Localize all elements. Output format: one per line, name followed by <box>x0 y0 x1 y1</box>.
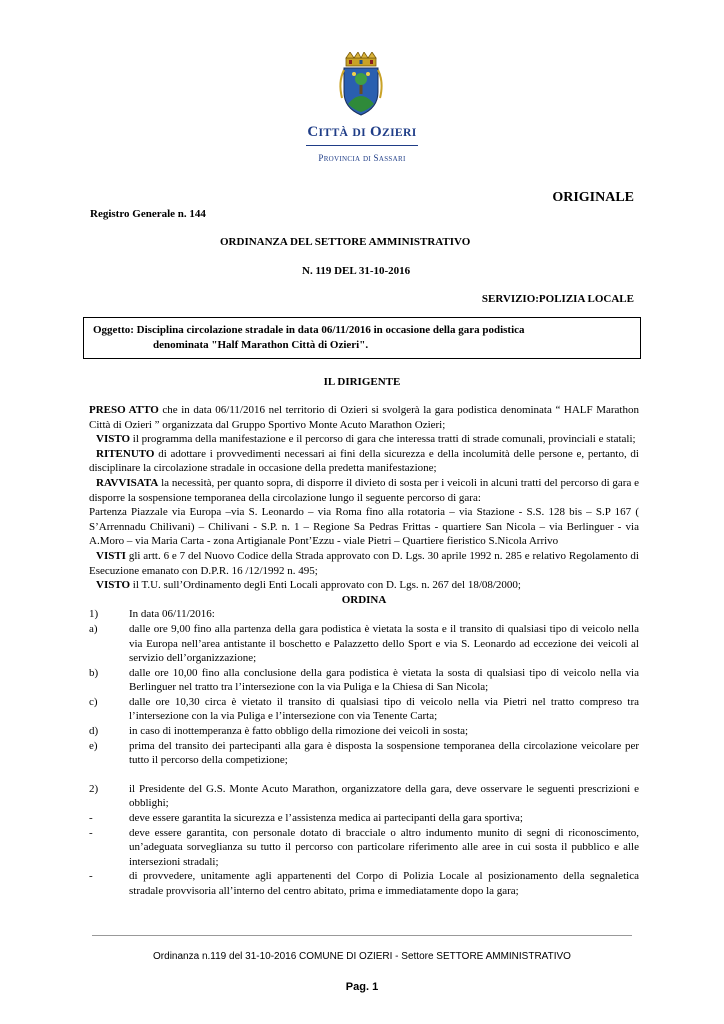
list-item: a) dalle ore 9,00 fino alla partenza della gara podistica è vietata la sosta e il transito di qualsiasi tipo di veicolo nella via Europa nell’area antistante il boschetto e Palazzetto dello Sport e via S. Leonardo ad eccezione dei veicoli al servizio dell’organizzazione; <box>89 622 639 665</box>
list-item: 1) In data 06/11/2016: <box>89 608 215 621</box>
list-item: - di provvedere, unitamente agli appartenenti del Corpo di Polizia Locale al posizionamento della segnaletica stradale provvisoria all’interno del centro abitato, prima e immediatamente dopo la gara; <box>89 870 639 897</box>
paragraph-preso-atto: PRESO ATTO che in data 06/11/2016 nel territorio di Ozieri si svolgerà la gara podistica denominata “ HALF Marathon Città di Ozieri ” organizzata dal Gruppo Sportivo Monte Acuto Marathon Ozieri; <box>89 404 639 431</box>
title-divider <box>306 145 418 146</box>
list-item: e) prima del transito dei partecipanti alla gara è disposta la sospensione temporanea della circolazione veicolare per tutto il percorso della competizione; <box>89 739 639 767</box>
footer-divider <box>92 935 632 936</box>
list-item: - deve essere garantita, con personale dotato di bracciale o altro indumento munito di segni di riconoscimento, un’adeguata sorveglianza su tutto il percorso con particolare riferimento alle aree in cui sosta il pubblico e alle intersezioni stradali; <box>89 826 639 868</box>
list-item: - deve essere garantita la sicurezza e l’assistenza medica ai partecipanti della gara sportiva; <box>89 812 523 825</box>
list-item: b) dalle ore 10,00 fino alla conclusione della gara podistica è vietata la sosta di qualsiasi tipo di veicolo nella via Berlinguer nel tratto tra l’intersezione con la via Puliga e la Chiesa di San Nicola; <box>89 666 639 694</box>
list-item: 2) il Presidente del G.S. Monte Acuto Marathon, organizzatore della gara, deve osservare le seguenti prescrizioni e obblighi; <box>89 782 639 810</box>
coat-of-arms-icon <box>336 52 386 118</box>
list-item: d) in caso di inottemperanza è fatto obbligo della rimozione dei veicoli in sosta; <box>89 725 469 738</box>
subject-line-1: Oggetto: Disciplina circolazione stradale in data 06/11/2016 in occasione della gara podistica <box>93 324 525 336</box>
province-subtitle: PROVINCIA DI SASSARI <box>318 153 406 163</box>
original-label: ORIGINALE <box>552 190 634 205</box>
ordinance-number: N. 119 DEL 31-10-2016 <box>302 265 411 277</box>
registry-number: Registro Generale n. 144 <box>90 208 206 220</box>
ordinance-title: ORDINANZA DEL SETTORE AMMINISTRATIVO <box>220 236 471 248</box>
section-heading-dirigente: IL DIRIGENTE <box>323 376 401 388</box>
page-number: Pag. 1 <box>345 981 379 993</box>
city-title: CITTÀ DI OZIERI <box>307 124 417 140</box>
paragraph-visto: VISTO il programma della manifestazione e il percorso di gara che interessa tratti di strade comunali, provinciali e statali; <box>96 433 636 446</box>
service-label: SERVIZIO:POLIZIA LOCALE <box>481 293 634 305</box>
paragraph-visti: VISTI gli artt. 6 e 7 del Nuovo Codice della Strada approvato con D. Lgs. 30 aprile 1992 n. 285 e relativo Regolamento di Esecuzione emanato con D.P.R. 16 /12/1992 n. 495; <box>89 549 639 577</box>
document-body <box>89 403 639 899</box>
footer-text: Ordinanza n.119 del 31-10-2016 COMUNE DI OZIERI - Settore SETTORE AMMINISTRATIVO <box>153 951 571 962</box>
paragraph-percorso: Partenza Piazzale via Europa –via S. Leonardo – via Roma fino alla rotatoria – via Stazione - S.S. 128 bis – S.P 167 ( S’Arrennadu Chilivani) – Chilivani - S.P. n. 1 – Regione Sa Pedras Frittas - quartiere San Nicola – via Berlinguer - via A.Moro – via Maria Carta - zona Artigianale Pont’Ezzu - viale Pietri – Quartiere fieristico S.Nicola Arrivo <box>89 506 639 548</box>
list-item: c) dalle ore 10,30 circa è vietato il transito di qualsiasi tipo di veicolo nella via Pietri nel tratto compreso tra l’intersezione con la via Puliga e l’intersezione con via Tenente Carta; <box>89 695 639 723</box>
section-heading-ordina: ORDINA <box>341 593 387 606</box>
paragraph-ravvisata: RAVVISATA la necessità, per quanto sopra, di disporre il divieto di sosta per i veicoli in alcuni tratti del percorso di gara e disporre la sospensione temporanea della circolazione lungo il seguente percorso di gara: <box>89 476 639 504</box>
paragraph-ritenuto: RITENUTO di adottare i provvedimenti necessari ai fini della sicurezza e della incolumità delle persone e, pertanto, di disciplinare la circolazione stradale in occasione della predetta manifestazione; <box>89 447 639 475</box>
paragraph-visto-tu: VISTO il T.U. sull’Ordinamento degli Enti Locali approvato con D. Lgs. n. 267 del 18/08/2000; <box>96 579 521 592</box>
subject-line-2: denominata "Half Marathon Città di Ozieri". <box>153 339 369 351</box>
